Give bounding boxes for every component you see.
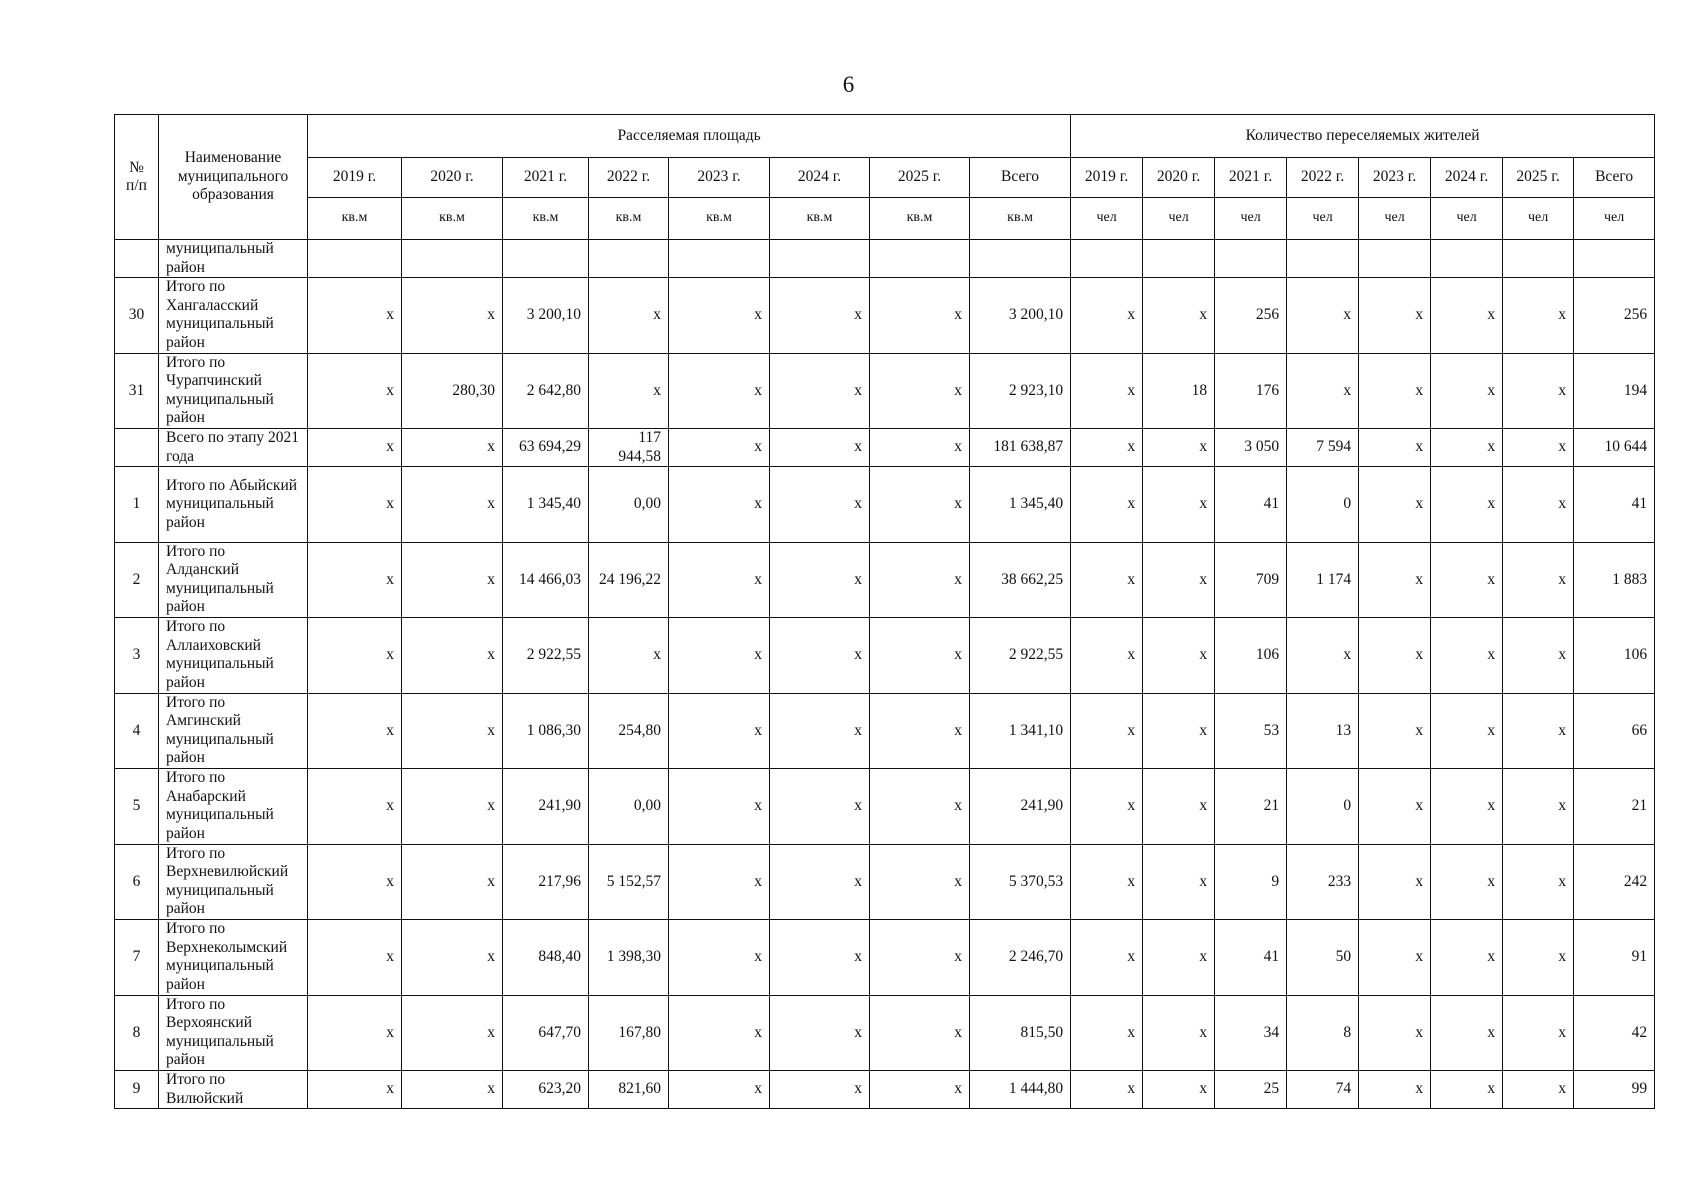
residents-value-cell: 9 (1215, 844, 1287, 920)
header-unit: чел (1143, 198, 1215, 240)
header-area-group: Расселяемая площадь (308, 115, 1071, 158)
area-value-cell: х (870, 769, 970, 845)
residents-value-cell: х (1071, 353, 1143, 429)
residents-value-cell (1431, 240, 1503, 278)
residents-value-cell (1503, 240, 1574, 278)
residents-value-cell: х (1287, 618, 1359, 694)
residents-value-cell: х (1503, 995, 1574, 1071)
area-value-cell: х (402, 693, 503, 769)
municipality-name: Итого по Аллаиховский муниципальный район (159, 618, 308, 694)
header-unit: кв.м (308, 198, 402, 240)
header-unit: чел (1071, 198, 1143, 240)
area-value-cell: 1 345,40 (970, 467, 1071, 543)
area-value-cell: х (669, 844, 770, 920)
residents-value-cell: 41 (1215, 467, 1287, 543)
area-value-cell: х (870, 542, 970, 618)
residents-value-cell: х (1503, 467, 1574, 543)
residents-value-cell: 25 (1215, 1071, 1287, 1109)
residents-value-cell: х (1143, 844, 1215, 920)
municipality-name: Итого по Верхоянский муниципальный район (159, 995, 308, 1071)
residents-value-cell: х (1071, 542, 1143, 618)
area-value-cell: х (402, 995, 503, 1071)
residents-value-cell (1071, 240, 1143, 278)
area-value-cell: х (308, 542, 402, 618)
area-value-cell: х (402, 844, 503, 920)
residents-value-cell: 256 (1574, 278, 1655, 354)
residents-value-cell: х (1359, 1071, 1431, 1109)
residents-value-cell: 1 883 (1574, 542, 1655, 618)
residents-value-cell: х (1431, 995, 1503, 1071)
area-value-cell: х (770, 693, 870, 769)
residents-value-cell: 42 (1574, 995, 1655, 1071)
area-value-cell (308, 240, 402, 278)
residents-value-cell: 0 (1287, 467, 1359, 543)
table-row (115, 240, 1655, 278)
area-value-cell: 14 466,03 (503, 542, 589, 618)
header-year: 2025 г. (870, 158, 970, 198)
area-value-cell: 181 638,87 (970, 429, 1071, 467)
residents-value-cell: 53 (1215, 693, 1287, 769)
header-unit: кв.м (589, 198, 669, 240)
area-value-cell: 117 944,58 (589, 429, 669, 467)
residents-value-cell: 18 (1143, 353, 1215, 429)
residents-value-cell: х (1503, 920, 1574, 996)
table-row (115, 693, 1655, 769)
residents-value-cell: х (1431, 542, 1503, 618)
header-year: 2020 г. (1143, 158, 1215, 198)
area-value-cell: х (669, 467, 770, 543)
header-unit: чел (1431, 198, 1503, 240)
residents-value-cell: 194 (1574, 353, 1655, 429)
area-value-cell: х (870, 920, 970, 996)
residents-value-cell (1359, 240, 1431, 278)
area-value-cell: х (308, 693, 402, 769)
area-value-cell: х (589, 618, 669, 694)
area-value-cell: х (770, 618, 870, 694)
header-name: Наименование муниципального образования (159, 115, 308, 240)
header-year: 2019 г. (308, 158, 402, 198)
municipality-name: Итого по Верхневилюйский муниципальный район (159, 844, 308, 920)
residents-value-cell: х (1359, 769, 1431, 845)
header-unit: чел (1287, 198, 1359, 240)
residents-value-cell: 709 (1215, 542, 1287, 618)
residents-value-cell: 41 (1215, 920, 1287, 996)
residents-value-cell: х (1071, 618, 1143, 694)
area-value-cell: х (870, 278, 970, 354)
table-row (115, 467, 1655, 543)
header-year: 2023 г. (669, 158, 770, 198)
area-value-cell: х (770, 995, 870, 1071)
residents-value-cell: 91 (1574, 920, 1655, 996)
residents-value-cell: х (1071, 467, 1143, 543)
area-value-cell: 1 086,30 (503, 693, 589, 769)
area-value-cell: 647,70 (503, 995, 589, 1071)
row-number: 4 (115, 693, 159, 769)
header-total: Всего (970, 158, 1071, 198)
residents-value-cell: 66 (1574, 693, 1655, 769)
area-value-cell: х (669, 353, 770, 429)
residents-value-cell: 34 (1215, 995, 1287, 1071)
municipality-name: Итого по Чурапчинский муниципальный район (159, 353, 308, 429)
table-row (115, 920, 1655, 996)
area-value-cell: х (770, 542, 870, 618)
table-row (115, 1071, 1655, 1109)
area-value-cell: 848,40 (503, 920, 589, 996)
area-value-cell: 2 246,70 (970, 920, 1071, 996)
residents-value-cell: 8 (1287, 995, 1359, 1071)
area-value-cell: х (308, 429, 402, 467)
area-value-cell: 241,90 (970, 769, 1071, 845)
area-value-cell: х (402, 618, 503, 694)
area-value-cell: х (870, 353, 970, 429)
area-value-cell (589, 240, 669, 278)
area-value-cell: 3 200,10 (503, 278, 589, 354)
area-value-cell: 2 642,80 (503, 353, 589, 429)
header-year: 2021 г. (1215, 158, 1287, 198)
area-value-cell: 167,80 (589, 995, 669, 1071)
residents-value-cell: х (1431, 429, 1503, 467)
area-value-cell: 0,00 (589, 467, 669, 543)
residents-value-cell: х (1359, 844, 1431, 920)
municipality-name: муниципальный район (159, 240, 308, 278)
residents-value-cell (1574, 240, 1655, 278)
residents-value-cell: х (1071, 1071, 1143, 1109)
area-value-cell: х (669, 693, 770, 769)
residents-value-cell: х (1143, 693, 1215, 769)
header-no: № п/п (115, 115, 159, 240)
municipality-name: Итого по Анабарский муниципальный район (159, 769, 308, 845)
area-value-cell: х (589, 278, 669, 354)
residents-value-cell: х (1431, 844, 1503, 920)
area-value-cell: х (770, 769, 870, 845)
area-value-cell: х (402, 542, 503, 618)
municipality-name: Всего по этапу 2021 года (159, 429, 308, 467)
area-value-cell: х (770, 353, 870, 429)
residents-value-cell: х (1071, 429, 1143, 467)
area-value-cell: х (402, 769, 503, 845)
residents-value-cell: х (1431, 920, 1503, 996)
residents-value-cell: х (1071, 278, 1143, 354)
header-year: 2024 г. (770, 158, 870, 198)
area-value-cell: х (770, 920, 870, 996)
area-value-cell: х (308, 618, 402, 694)
residents-value-cell: х (1143, 278, 1215, 354)
area-value-cell: 1 341,10 (970, 693, 1071, 769)
area-value-cell: х (402, 1071, 503, 1109)
header-unit: кв.м (970, 198, 1071, 240)
area-value-cell: х (870, 1071, 970, 1109)
header-residents-group: Количество переселяемых жителей (1071, 115, 1655, 158)
area-value-cell: 241,90 (503, 769, 589, 845)
residents-value-cell: 0 (1287, 769, 1359, 845)
table-row (115, 995, 1655, 1071)
residents-value-cell (1287, 240, 1359, 278)
header-year: 2024 г. (1431, 158, 1503, 198)
row-number (115, 429, 159, 467)
header-unit: чел (1574, 198, 1655, 240)
residents-value-cell: 106 (1215, 618, 1287, 694)
residents-value-cell: х (1359, 995, 1431, 1071)
area-value-cell: х (589, 353, 669, 429)
table-row (115, 278, 1655, 354)
residents-value-cell: х (1071, 844, 1143, 920)
area-value-cell: х (308, 920, 402, 996)
area-value-cell: х (402, 429, 503, 467)
area-value-cell: х (669, 278, 770, 354)
area-value-cell: х (870, 844, 970, 920)
municipality-name: Итого по Абыйский муниципальный район (159, 467, 308, 543)
area-value-cell (503, 240, 589, 278)
row-number: 9 (115, 1071, 159, 1109)
area-value-cell: х (402, 920, 503, 996)
area-value-cell: х (669, 1071, 770, 1109)
header-unit: чел (1503, 198, 1574, 240)
header-unit: кв.м (503, 198, 589, 240)
area-value-cell: х (870, 618, 970, 694)
header-year: 2019 г. (1071, 158, 1143, 198)
area-value-cell: х (669, 618, 770, 694)
area-value-cell: х (669, 995, 770, 1071)
residents-value-cell: х (1359, 353, 1431, 429)
residents-value-cell: 233 (1287, 844, 1359, 920)
row-number: 1 (115, 467, 159, 543)
area-value-cell: 217,96 (503, 844, 589, 920)
area-value-cell: х (870, 693, 970, 769)
residents-value-cell: х (1431, 1071, 1503, 1109)
header-year: 2020 г. (402, 158, 503, 198)
residents-value-cell: х (1503, 278, 1574, 354)
table-row (115, 618, 1655, 694)
residents-value-cell: х (1143, 769, 1215, 845)
area-value-cell: х (402, 278, 503, 354)
header-unit: кв.м (770, 198, 870, 240)
row-number: 8 (115, 995, 159, 1071)
header-unit: кв.м (402, 198, 503, 240)
residents-value-cell: х (1359, 693, 1431, 769)
page-number: 6 (842, 72, 855, 97)
residents-value-cell: х (1143, 995, 1215, 1071)
residents-value-cell: х (1359, 920, 1431, 996)
residents-value-cell: х (1143, 467, 1215, 543)
header-unit: кв.м (669, 198, 770, 240)
header-unit: кв.м (870, 198, 970, 240)
row-number: 7 (115, 920, 159, 996)
area-value-cell: 1 345,40 (503, 467, 589, 543)
header-year: 2023 г. (1359, 158, 1431, 198)
area-value-cell: 3 200,10 (970, 278, 1071, 354)
residents-value-cell: 242 (1574, 844, 1655, 920)
area-value-cell: х (770, 1071, 870, 1109)
area-value-cell: х (308, 1071, 402, 1109)
header-years-row (115, 158, 1655, 198)
area-value-cell: 1 444,80 (970, 1071, 1071, 1109)
residents-value-cell: х (1431, 618, 1503, 694)
residents-value-cell: х (1071, 920, 1143, 996)
residents-value-cell: 256 (1215, 278, 1287, 354)
area-value-cell: х (870, 429, 970, 467)
area-value-cell: х (669, 429, 770, 467)
municipality-name: Итого по Хангаласский муниципальный район (159, 278, 308, 354)
table-row (115, 542, 1655, 618)
residents-value-cell: 21 (1215, 769, 1287, 845)
residents-value-cell: х (1431, 353, 1503, 429)
area-value-cell: 815,50 (970, 995, 1071, 1071)
area-value-cell: 2 922,55 (503, 618, 589, 694)
residents-value-cell: х (1143, 1071, 1215, 1109)
header-year: 2021 г. (503, 158, 589, 198)
row-number (115, 240, 159, 278)
area-value-cell: х (669, 542, 770, 618)
residents-value-cell: х (1071, 995, 1143, 1071)
residents-value-cell: 106 (1574, 618, 1655, 694)
table-row (115, 844, 1655, 920)
table-row (115, 353, 1655, 429)
residents-value-cell: 176 (1215, 353, 1287, 429)
row-number: 5 (115, 769, 159, 845)
area-value-cell: 2 922,55 (970, 618, 1071, 694)
header-unit: чел (1215, 198, 1287, 240)
residents-value-cell: х (1143, 429, 1215, 467)
residents-value-cell: 41 (1574, 467, 1655, 543)
area-value-cell (669, 240, 770, 278)
area-value-cell: 0,00 (589, 769, 669, 845)
residents-value-cell: х (1287, 353, 1359, 429)
residents-value-cell: х (1071, 693, 1143, 769)
residents-value-cell: 21 (1574, 769, 1655, 845)
residents-value-cell: х (1431, 769, 1503, 845)
area-value-cell (402, 240, 503, 278)
area-value-cell: х (870, 467, 970, 543)
header-year: 2022 г. (589, 158, 669, 198)
table-body (115, 240, 1655, 1109)
area-value-cell: х (308, 353, 402, 429)
area-value-cell: х (402, 467, 503, 543)
area-value-cell: 623,20 (503, 1071, 589, 1109)
residents-value-cell: х (1143, 920, 1215, 996)
resettlement-table (114, 114, 1655, 1109)
residents-value-cell: 50 (1287, 920, 1359, 996)
row-number: 6 (115, 844, 159, 920)
area-value-cell: х (770, 429, 870, 467)
area-value-cell: х (770, 467, 870, 543)
municipality-name: Итого по Амгинский муниципальный район (159, 693, 308, 769)
area-value-cell (770, 240, 870, 278)
residents-value-cell: 1 174 (1287, 542, 1359, 618)
residents-value-cell: х (1431, 278, 1503, 354)
residents-value-cell: х (1359, 542, 1431, 618)
residents-value-cell: х (1359, 429, 1431, 467)
area-value-cell: х (308, 995, 402, 1071)
row-number: 2 (115, 542, 159, 618)
area-value-cell: х (308, 278, 402, 354)
area-value-cell (970, 240, 1071, 278)
area-value-cell: 24 196,22 (589, 542, 669, 618)
area-value-cell: х (770, 844, 870, 920)
area-value-cell: 5 370,53 (970, 844, 1071, 920)
residents-value-cell: х (1503, 618, 1574, 694)
residents-value-cell: х (1503, 429, 1574, 467)
area-value-cell: 254,80 (589, 693, 669, 769)
residents-value-cell: х (1359, 618, 1431, 694)
row-number: 3 (115, 618, 159, 694)
area-value-cell: 2 923,10 (970, 353, 1071, 429)
residents-value-cell: х (1359, 278, 1431, 354)
area-value-cell: 1 398,30 (589, 920, 669, 996)
area-value-cell: х (308, 769, 402, 845)
residents-value-cell (1143, 240, 1215, 278)
residents-value-cell: 10 644 (1574, 429, 1655, 467)
header-total: Всего (1574, 158, 1655, 198)
residents-value-cell: х (1143, 618, 1215, 694)
residents-value-cell: 99 (1574, 1071, 1655, 1109)
area-value-cell: х (770, 278, 870, 354)
residents-value-cell: х (1287, 278, 1359, 354)
area-value-cell: 821,60 (589, 1071, 669, 1109)
residents-value-cell: х (1503, 769, 1574, 845)
area-value-cell (870, 240, 970, 278)
municipality-name: Итого по Вилюйский (159, 1071, 308, 1109)
residents-value-cell: 74 (1287, 1071, 1359, 1109)
residents-value-cell: х (1143, 542, 1215, 618)
residents-value-cell: х (1071, 769, 1143, 845)
residents-value-cell: х (1503, 1071, 1574, 1109)
area-value-cell: 63 694,29 (503, 429, 589, 467)
area-value-cell: 5 152,57 (589, 844, 669, 920)
residents-value-cell: 7 594 (1287, 429, 1359, 467)
header-units-row (115, 198, 1655, 240)
residents-value-cell: х (1431, 467, 1503, 543)
row-number: 30 (115, 278, 159, 354)
area-value-cell: х (308, 467, 402, 543)
residents-value-cell: х (1503, 353, 1574, 429)
residents-value-cell: 3 050 (1215, 429, 1287, 467)
municipality-name: Итого по Алданский муниципальный район (159, 542, 308, 618)
table-row (115, 429, 1655, 467)
residents-value-cell (1215, 240, 1287, 278)
residents-value-cell: 13 (1287, 693, 1359, 769)
header-year: 2025 г. (1503, 158, 1574, 198)
area-value-cell: 38 662,25 (970, 542, 1071, 618)
municipality-name: Итого по Верхнеколымский муниципальный район (159, 920, 308, 996)
header-year: 2022 г. (1287, 158, 1359, 198)
area-value-cell: х (669, 769, 770, 845)
area-value-cell: х (308, 844, 402, 920)
area-value-cell: х (870, 995, 970, 1071)
residents-value-cell: х (1503, 844, 1574, 920)
row-number: 31 (115, 353, 159, 429)
residents-value-cell: х (1503, 542, 1574, 618)
area-value-cell: х (669, 920, 770, 996)
area-value-cell: 280,30 (402, 353, 503, 429)
header-unit: чел (1359, 198, 1431, 240)
residents-value-cell: х (1431, 693, 1503, 769)
residents-value-cell: х (1359, 467, 1431, 543)
residents-value-cell: х (1503, 693, 1574, 769)
table-row (115, 769, 1655, 845)
